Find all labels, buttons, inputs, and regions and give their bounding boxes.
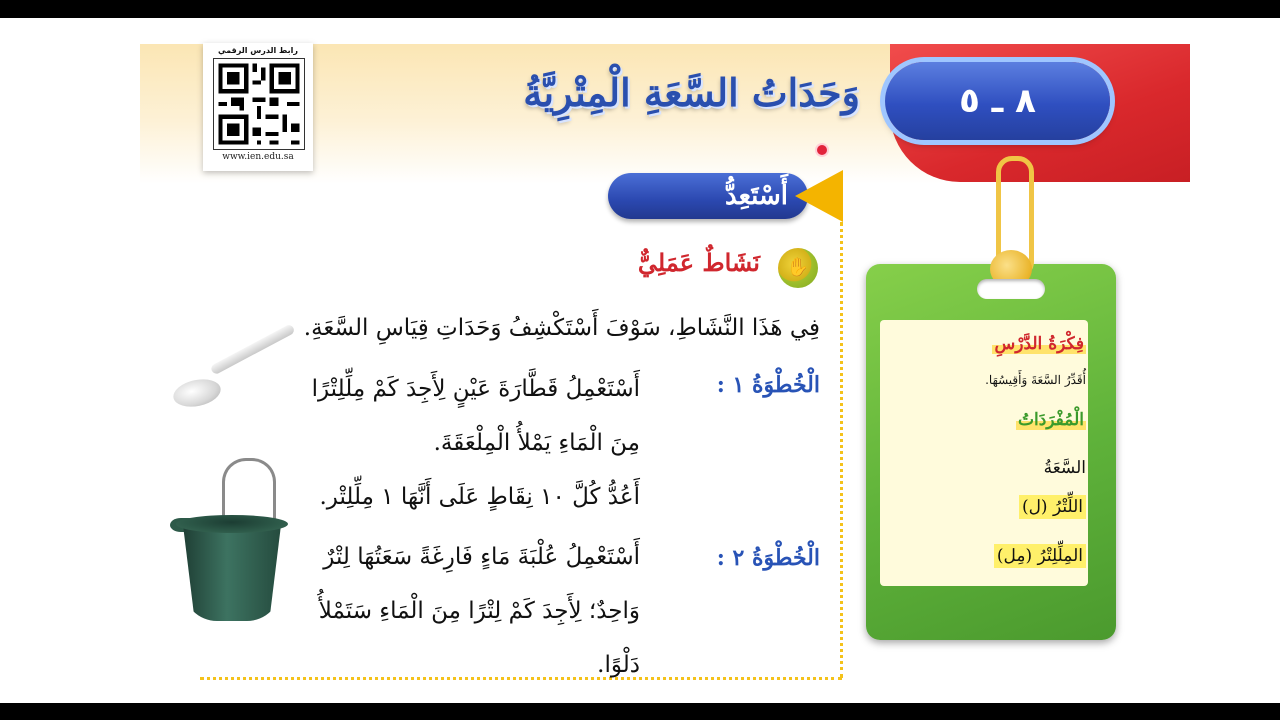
lesson-idea-text: أُقَدِّرُ السَّعَةَ وَأَقِيسُهَا. <box>985 373 1086 387</box>
bucket-image <box>183 525 281 621</box>
step-2-label: الْخُطْوَةُ ٢ : <box>716 545 820 571</box>
bucket-rim <box>176 515 288 533</box>
step-1-text: أَسْتَعْمِلُ قَطَّارَةَ عَيْنٍ لِأَجِدَ كَمْ مِلِّلِتْرًا مِنَ الْمَاءِ يَمْلأُ الْمِلْعَقَةَ. <box>311 376 640 456</box>
step-1-note: أَعُدُّ كُلَّ ١٠ نِقَاطٍ عَلَى أَنَّهَا ١ مِلِّلِتْر. <box>319 484 640 510</box>
lesson-title: وَحَدَاتُ السَّعَةِ الْمِتْرِيَّةُ <box>523 70 860 115</box>
spoon-bowl <box>171 375 223 410</box>
card-hole <box>977 279 1045 299</box>
lesson-idea-title: فِكْرَةُ الدَّرْسِ <box>994 334 1084 354</box>
vocab-item: اللِّتْرُ (ل) <box>880 497 1086 517</box>
activity-title: نَشَاطٌ عَمَلِيٌّ <box>637 248 760 277</box>
prepare-banner <box>608 173 808 219</box>
vocabulary-title: الْمُفْرَدَاتُ <box>1017 410 1084 430</box>
dotted-divider-vertical <box>840 222 843 678</box>
top-letterbox-bar <box>0 0 1280 18</box>
qr-url[interactable]: www.ien.edu.sa <box>222 152 294 162</box>
lesson-number-badge <box>885 62 1110 140</box>
decorative-dot <box>817 145 827 155</box>
prepare-label: أَسْتَعِدُّ <box>724 181 788 211</box>
activity-intro: فِي هَذَا النَّشَاطِ، سَوْفَ أَسْتَكْشِفُ وَحَدَاتِ قِيَاسِ السَّعَةِ. <box>303 315 820 341</box>
qr-code-icon <box>213 58 305 150</box>
vocab-item: السَّعَةُ <box>1043 458 1086 478</box>
vocab-item: المِلِّلِتْرُ (مِل) <box>880 546 1086 566</box>
spoon-image <box>210 323 296 375</box>
step-2-text: أَسْتَعْمِلُ عُلْبَةَ مَاءٍ فَارِغَةً سَعَتُهَا لِتْرٌ وَاحِدٌ؛ لِأَجِدَ كَمْ لِتْرًا مِنَ الْمَاءِ سَتَمْلأُ دَلْوًا. <box>318 544 640 678</box>
hands-activity-icon: ✋ <box>778 248 818 288</box>
step-1-label: الْخُطْوَةُ ١ : <box>716 372 820 398</box>
lesson-number: ٨ ـ ٥ <box>959 81 1036 121</box>
bottom-letterbox-bar <box>0 703 1280 720</box>
qr-caption: رابط الدرس الرقمي <box>218 46 298 55</box>
qr-code-card[interactable] <box>203 43 313 171</box>
triangle-pointer-icon <box>795 170 843 222</box>
